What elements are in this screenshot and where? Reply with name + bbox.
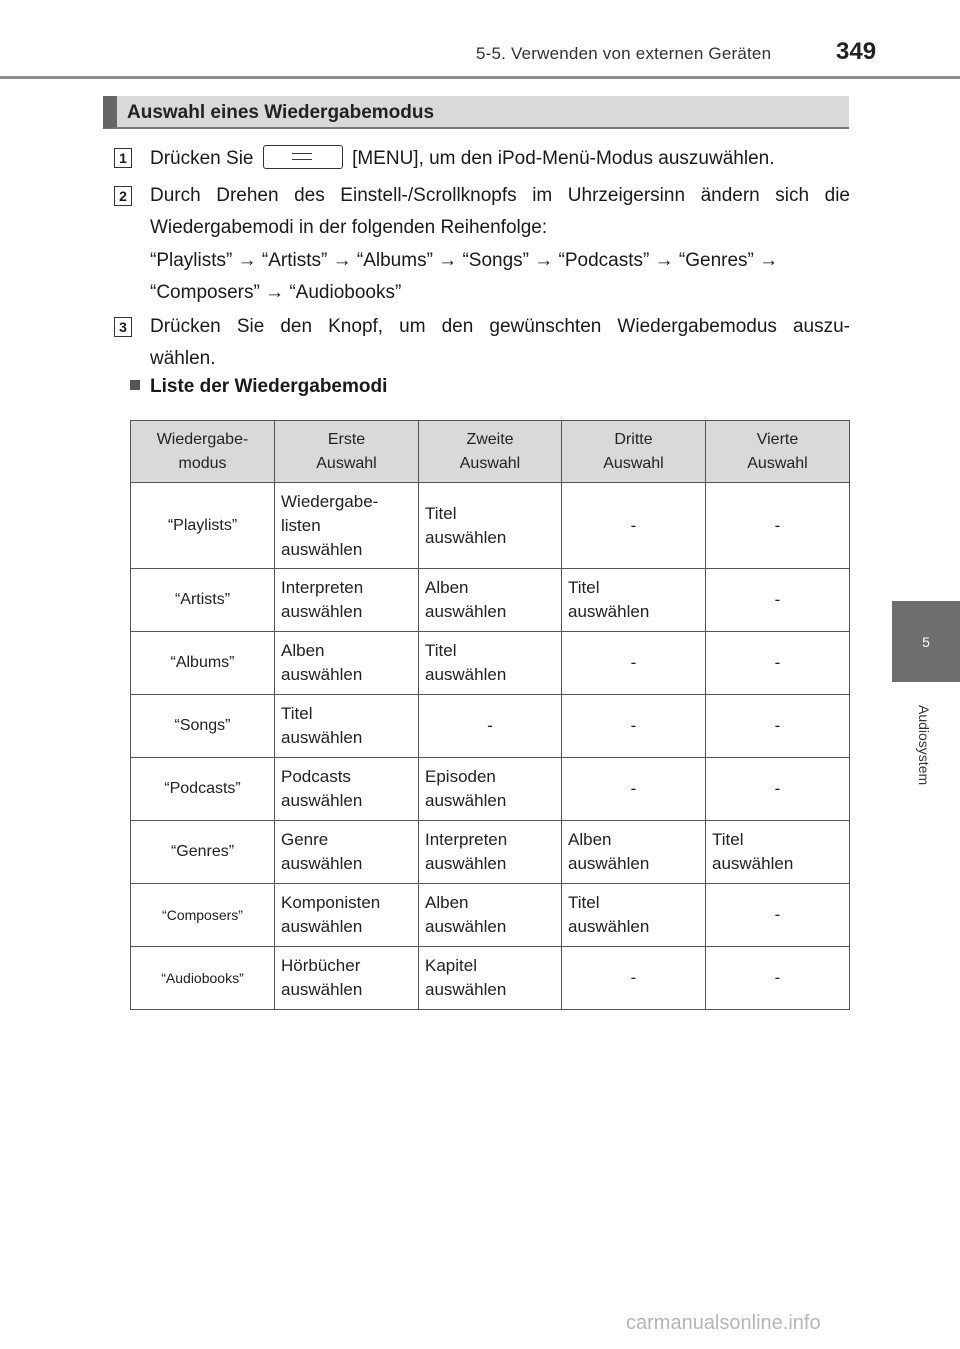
watermark: carmanualsonline.info [626,1312,821,1334]
column-header: Wiedergabe- modus [131,421,275,483]
section-title: Auswahl eines Wiedergabemodus [127,102,435,123]
table-row [131,632,850,695]
table-cell: - [706,483,850,569]
table-cell: - [706,632,850,695]
table-row [131,758,850,821]
table-row [131,569,850,632]
step-1-before: Drücken Sie [150,148,254,169]
header-divider [0,76,960,79]
table-row [131,947,850,1010]
mode-cell: “Audiobooks” [131,947,275,1010]
table-cell: - [562,758,706,821]
table-cell: Titel auswählen [275,695,419,758]
mode-cell: “Songs” [131,695,275,758]
table-cell: Alben auswählen [419,884,562,947]
step-number-1: 1 [114,148,132,168]
step-3-line1: Drücken Sie den Knopf, um den gewünschten Wiedergabemodus auszu- [150,316,850,337]
step-3-line2: wählen. [150,348,216,369]
table-cell: Interpreten auswählen [419,821,562,884]
mode-cell: “Genres” [131,821,275,884]
mode-cell: “Playlists” [131,483,275,569]
table-cell: Alben auswählen [419,569,562,632]
table-cell: Titel auswählen [419,483,562,569]
column-header: Dritte Auswahl [562,421,706,483]
playback-modes-table [130,420,850,1010]
page-number: 349 [836,38,877,65]
table-cell: Titel auswählen [706,821,850,884]
table-cell: - [706,569,850,632]
table-cell: Hörbücher auswählen [275,947,419,1010]
section-heading-bar [103,96,849,129]
table-header-row [131,421,850,483]
table-row [131,884,850,947]
table-cell: Interpreten auswählen [275,569,419,632]
mode-cell: “Podcasts” [131,758,275,821]
chapter-number: 5 [922,633,930,650]
step-2-line1: Durch Drehen des Einstell-/Scrollknopfs im Uhrzeigersinn ändern sich die [150,185,850,206]
table-cell: - [419,695,562,758]
mode-cell: “Composers” [131,884,275,947]
step-number-3: 3 [114,317,132,337]
table-cell: Genre auswählen [275,821,419,884]
table-cell: - [706,884,850,947]
chapter-label: Audiosystem [916,704,932,786]
table-cell: Komponisten auswählen [275,884,419,947]
table-cell: - [562,483,706,569]
subheading-text: Liste der Wiedergabemodi [150,376,388,397]
table-row [131,483,850,569]
table-cell: Wiedergabe- listen auswählen [275,483,419,569]
step-2-line2: Wiedergabemodi in der folgenden Reihenfolge: [150,217,548,238]
table-cell: - [562,632,706,695]
table-cell: Titel auswählen [419,632,562,695]
table-cell: Podcasts auswählen [275,758,419,821]
menu-button-icon [263,145,343,169]
table-row [131,821,850,884]
table-cell: Episoden auswählen [419,758,562,821]
column-header: Erste Auswahl [275,421,419,483]
table-cell: Titel auswählen [562,569,706,632]
step-1-after: [MENU], um den iPod-Menü-Modus auszuwählen. [352,148,775,169]
table-subheading [130,376,387,398]
column-header: Vierte Auswahl [706,421,850,483]
chapter-tab [892,601,960,682]
table-row [131,695,850,758]
step-1-text [150,143,850,175]
table-cell: - [706,695,850,758]
mode-cell: “Artists” [131,569,275,632]
table-cell: Alben auswählen [562,821,706,884]
column-header: Zweite Auswahl [419,421,562,483]
table-cell: - [562,947,706,1010]
mode-cell: “Albums” [131,632,275,695]
table-cell: Kapitel auswählen [419,947,562,1010]
table-cell: - [706,758,850,821]
step-2-sequence-line1: “Playlists” → “Artists” → “Albums” → “Songs” → “Podcasts” → “Genres” → [150,250,779,271]
table-cell: - [706,947,850,1010]
square-bullet-icon [130,380,140,390]
table-cell: - [562,695,706,758]
step-number-2: 2 [114,186,132,206]
table-cell: Titel auswählen [562,884,706,947]
step-2-sequence-line2: “Composers” → “Audiobooks” [150,282,402,303]
header-section-title: 5-5. Verwenden von externen Geräten [476,44,772,63]
table-cell: Alben auswählen [275,632,419,695]
